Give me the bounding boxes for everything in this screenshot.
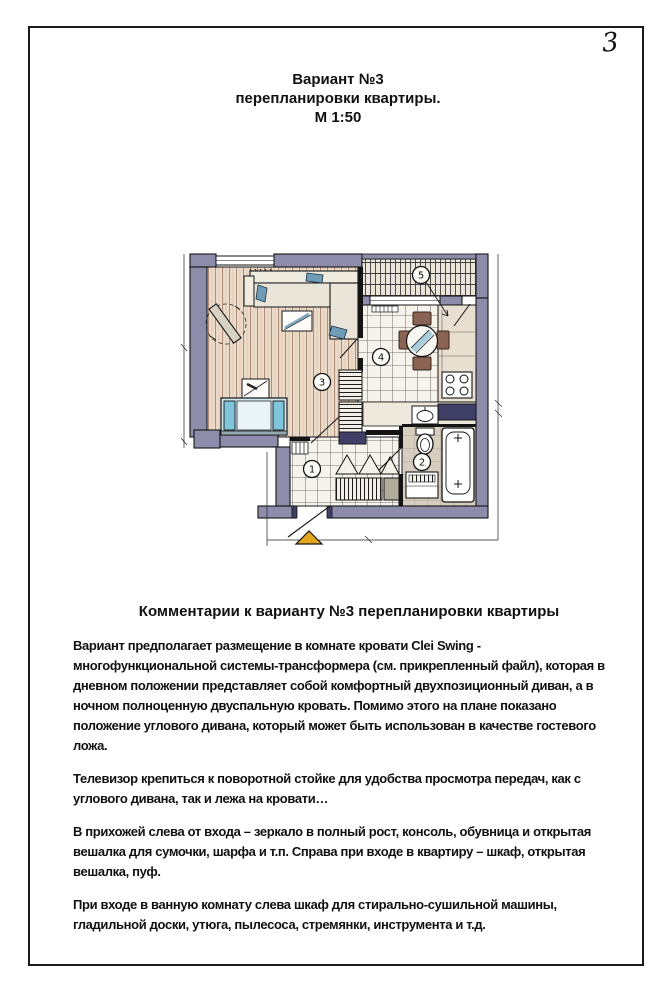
- entrance-marker: [296, 531, 322, 544]
- comment-paragraph-2: Телевизор крепиться к поворотной стойке для удобства просмотра передач, как с углового дивана, так и лежа на кровати…: [73, 771, 581, 806]
- radiator: [372, 306, 398, 312]
- bathtub: [442, 428, 474, 502]
- kitchen-sink: [412, 406, 438, 424]
- stove: [442, 372, 472, 398]
- title-line-2: перепланировки квартиры.: [235, 90, 441, 107]
- title-line-1: Вариант №3: [292, 71, 384, 88]
- window-living: [216, 256, 274, 265]
- coffee-table: [282, 311, 312, 331]
- room-number-hall: [304, 461, 321, 478]
- svg-text:3: 3: [318, 377, 326, 389]
- toilet: [416, 428, 434, 454]
- comments-heading: Комментарии к варианту №3 перепланировки квартиры: [138, 603, 560, 620]
- room-number-kitchen: [373, 349, 390, 366]
- hall-cabinet: [384, 478, 399, 500]
- room-number-living: [314, 374, 331, 391]
- washing-machine: [406, 472, 438, 498]
- svg-text:2: 2: [418, 457, 426, 469]
- side-table: [242, 379, 269, 398]
- hallway-niche: [292, 442, 308, 454]
- room-number-balcony: [413, 267, 430, 284]
- window-kitchen: [370, 296, 440, 305]
- svg-text:1: 1: [308, 464, 316, 476]
- shoe-cabinet: [336, 478, 382, 500]
- svg-text:4: 4: [377, 352, 385, 364]
- entrance-jamb-left: [292, 506, 297, 518]
- bed: [221, 398, 287, 435]
- comment-paragraph-4: При входе в ванную комнату слева шкаф для стирально-сушильной машины, гладильной доски, утюга, пылесоса, стремянки, инструмента и т.д.: [73, 897, 557, 932]
- handwritten-page-number: 3: [600, 27, 620, 59]
- comment-paragraph-3: В прихожей слева от входа – зеркало в полный рост, консоль, обувница и открытая вешалка для сумочки, шарфа и т.п. Справа при входе в квартиру – шкаф, открытая вешалка, пуф.: [73, 824, 592, 879]
- svg-text:5: 5: [417, 270, 425, 282]
- title-scale: М 1:50: [314, 109, 362, 126]
- storage-shelving: [339, 370, 366, 444]
- countertop-dark: [438, 404, 476, 420]
- room-number-bath: [414, 454, 431, 471]
- comment-paragraph-1: Вариант предполагает размещение в комнате кровати Clei Swing - многофункциональной системы-трансформера (см. прикрепленный файл), которая в дневном положении представляет собой комфортный двухпозиционный диван, а в ночном полноценную двуспальную кровать. Помимо этого на плане показано положение углового дивана, который может быть использован в качестве гостевого ложа.: [73, 638, 605, 753]
- comments-body: [73, 636, 625, 948]
- floor-plan: [180, 240, 502, 552]
- drawing-title: [88, 70, 588, 127]
